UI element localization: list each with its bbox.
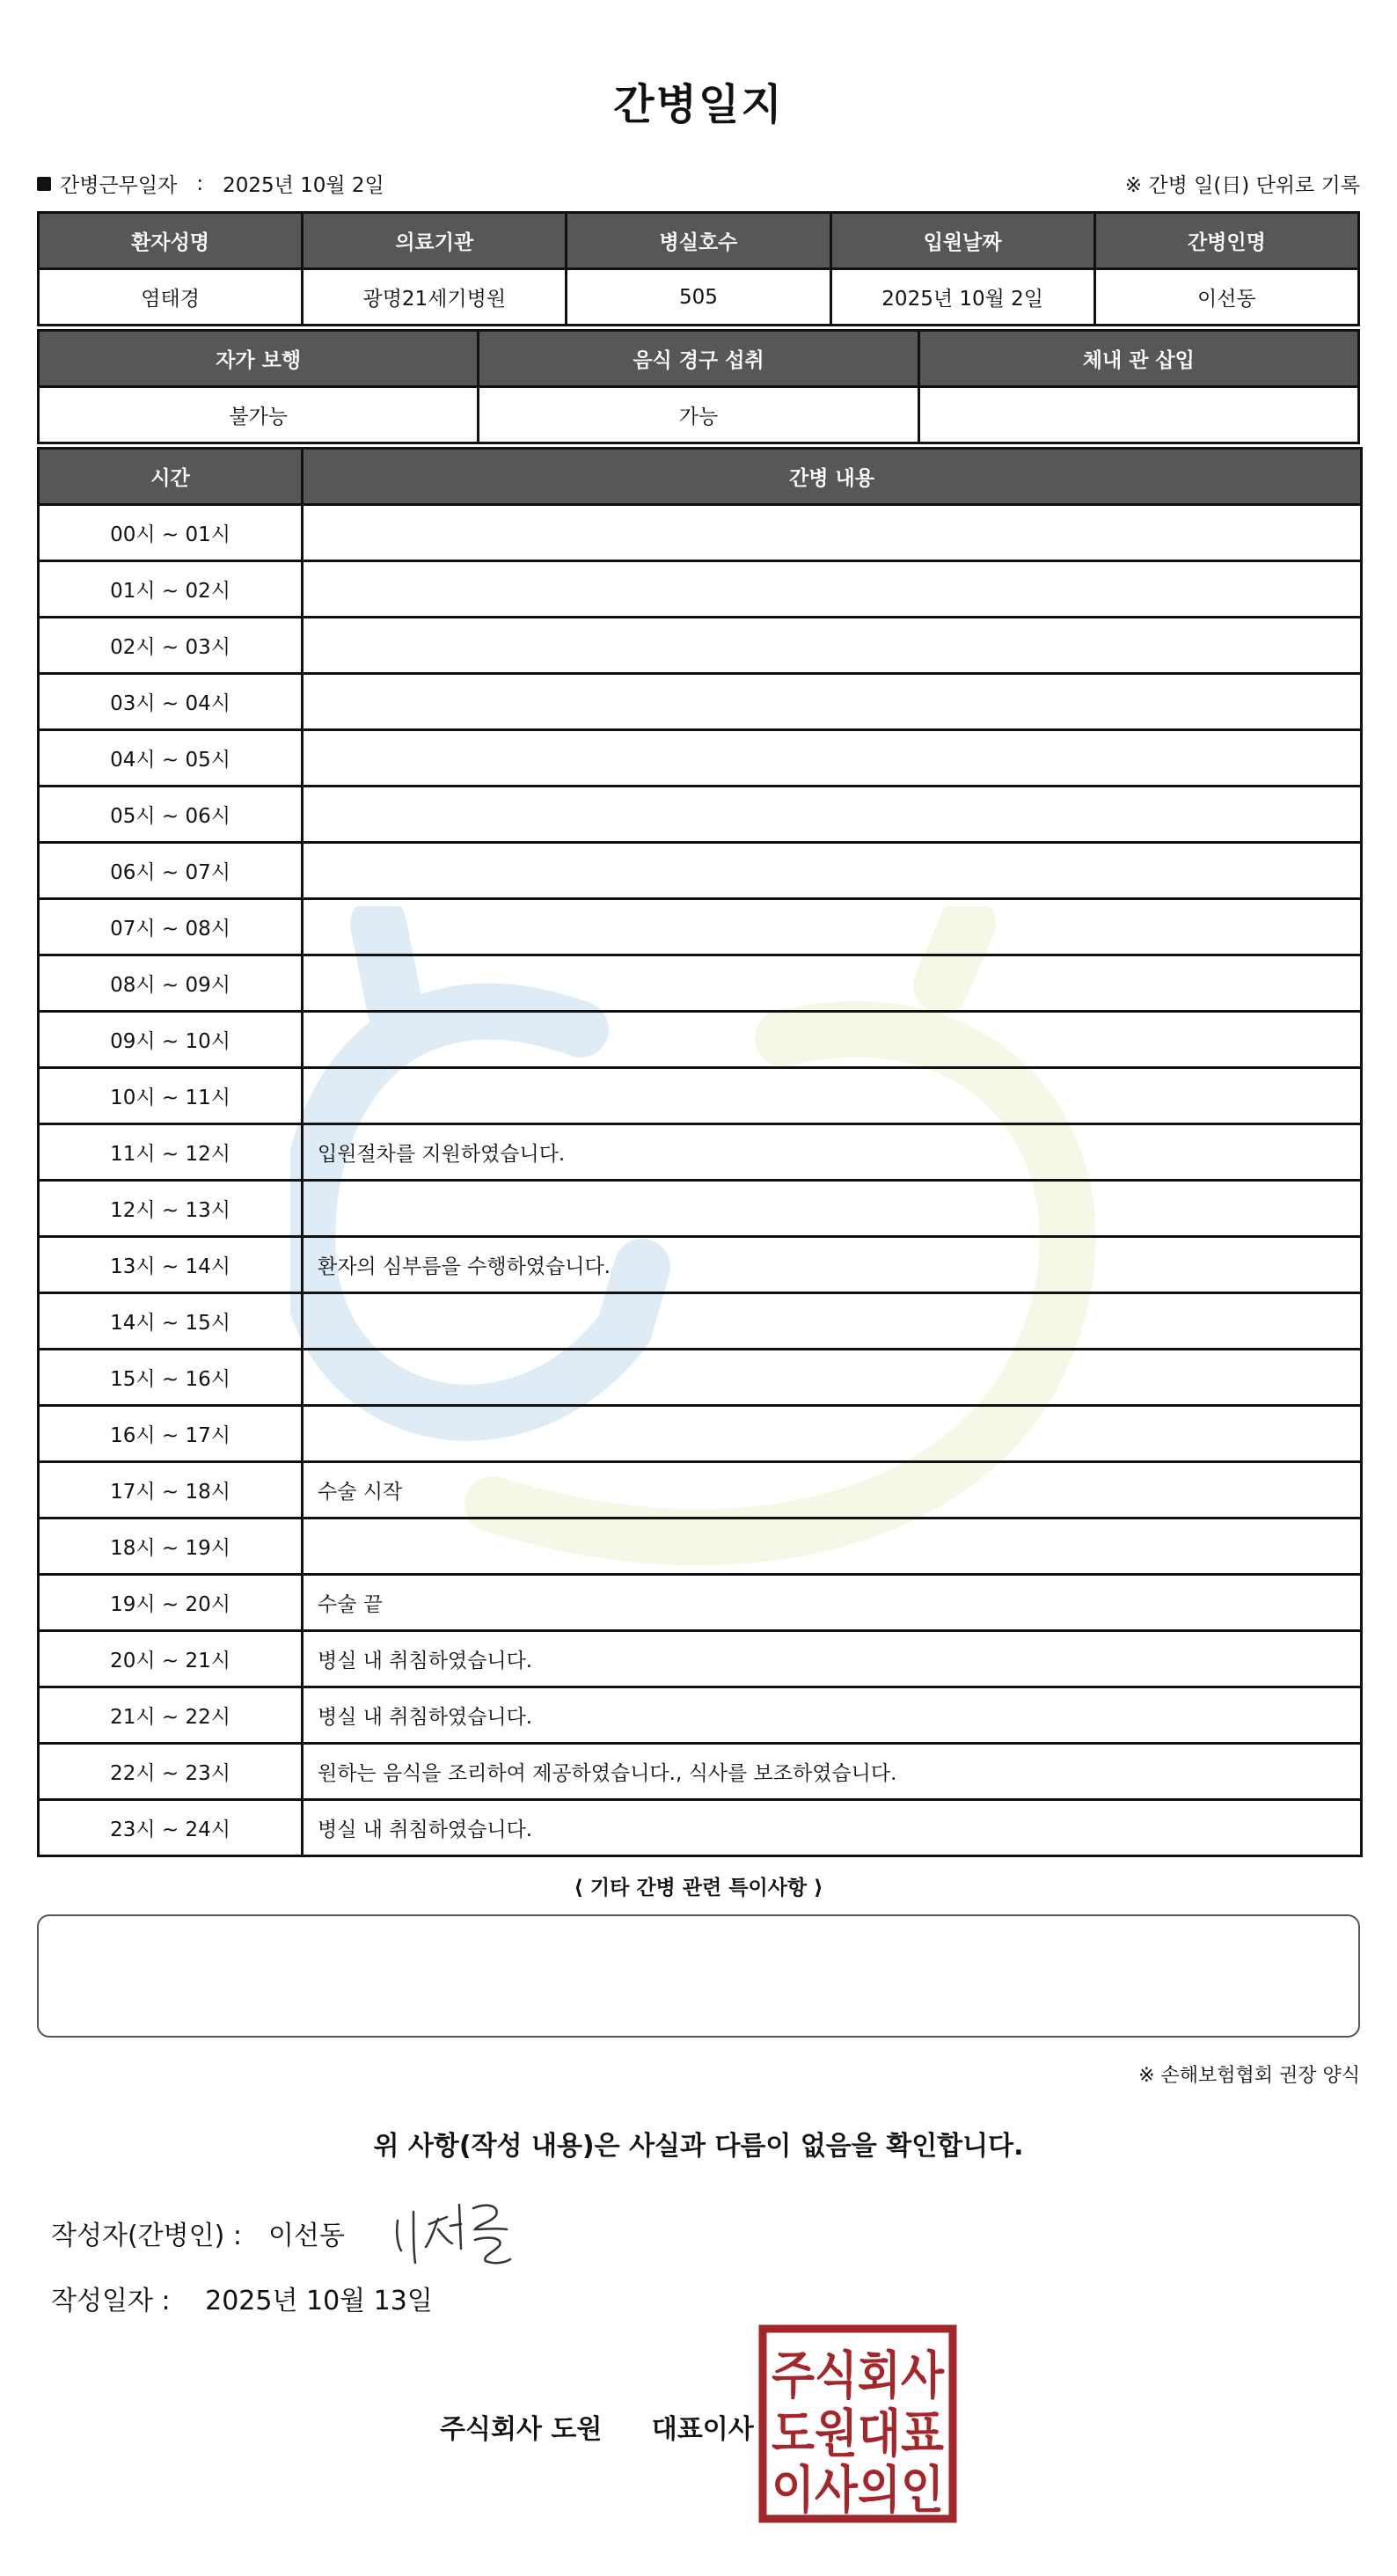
- care-log-row: [39, 730, 1362, 787]
- care-log-content: 원하는 음식을 조리하여 제공하였습니다., 식사를 보조하였습니다.: [303, 1744, 1362, 1800]
- care-log-time: 13시 ~ 14시: [39, 1237, 303, 1293]
- written-date-row: [51, 2279, 433, 2317]
- admission-date: 2025년 10월 2일: [830, 269, 1094, 326]
- notes-box: [37, 1914, 1360, 2038]
- care-log-time: 22시 ~ 23시: [39, 1744, 303, 1800]
- care-log-content: [303, 561, 1362, 618]
- care-log-row: [39, 955, 1362, 1012]
- care-log-row: [39, 1293, 1362, 1350]
- care-log-time: 12시 ~ 13시: [39, 1181, 303, 1237]
- oral-intake-value: 가능: [479, 387, 918, 443]
- written-date-label: 작성일자 :: [51, 2286, 171, 2316]
- care-log-row: [39, 1800, 1362, 1856]
- care-log-content: [303, 1519, 1362, 1575]
- care-log-content: [303, 674, 1362, 730]
- care-log-time: 18시 ~ 19시: [39, 1519, 303, 1575]
- company-name: 주식회사 도원: [440, 2414, 603, 2445]
- care-log-content: 병실 내 취침하였습니다.: [303, 1800, 1362, 1856]
- care-log-row: [39, 1687, 1362, 1744]
- caregiver-name: 이선동: [1094, 269, 1358, 326]
- care-log-row: [39, 1406, 1362, 1462]
- notes-title: ⟨ 기타 간병 관련 특이사항 ⟩: [574, 1877, 823, 1899]
- care-log-row: [39, 899, 1362, 955]
- bullet-square-icon: [37, 177, 51, 191]
- care-log-content: [303, 1350, 1362, 1406]
- seal-line-2: 도원대표: [772, 2404, 944, 2463]
- care-log-time: 19시 ~ 20시: [39, 1575, 303, 1631]
- confirm-statement: 위 사항(작성 내용)은 사실과 다름이 없음을 확인합니다.: [373, 2131, 1024, 2162]
- care-log-content: 병실 내 취침하였습니다.: [303, 1687, 1362, 1744]
- care-log-row: [39, 1350, 1362, 1406]
- tube-insertion-value: [918, 387, 1358, 443]
- care-log-time: 00시 ~ 01시: [39, 505, 303, 561]
- care-log-row: [39, 561, 1362, 618]
- work-date-colon: :: [196, 172, 204, 195]
- care-log-row: [39, 1181, 1362, 1237]
- care-log-row: [39, 1012, 1362, 1068]
- care-log-content: [303, 843, 1362, 899]
- header-care-content: 간병 내용: [303, 449, 1362, 505]
- care-log-row: [39, 505, 1362, 561]
- care-log-time: 07시 ~ 08시: [39, 899, 303, 955]
- author-label: 작성자(간병인) :: [51, 2221, 242, 2251]
- care-log-content: 수술 끝: [303, 1575, 1362, 1631]
- patient-info-header-row: [39, 213, 1359, 269]
- care-log-row: [39, 843, 1362, 899]
- care-log-time: 02시 ~ 03시: [39, 618, 303, 674]
- document-title: 간병일지: [613, 80, 784, 129]
- care-log-row: [39, 787, 1362, 843]
- recommend-note: ※ 손해보험협회 권장 양식: [1138, 2065, 1360, 2087]
- care-log-row: [39, 674, 1362, 730]
- company-seal-stamp: [758, 2324, 957, 2523]
- care-log-time: 08시 ~ 09시: [39, 955, 303, 1012]
- care-log-row: [39, 1519, 1362, 1575]
- written-date-value: 2025년 10월 13일: [205, 2286, 433, 2316]
- record-unit-note: ※ 간병 일(日) 단위로 기록: [1124, 174, 1360, 197]
- care-log-row: [39, 1237, 1362, 1293]
- care-log-row: [39, 618, 1362, 674]
- care-log-content: [303, 730, 1362, 787]
- room-number: 505: [567, 269, 830, 326]
- header-admission-date: 입원날짜: [830, 213, 1094, 269]
- care-log-time: 17시 ~ 18시: [39, 1462, 303, 1519]
- care-log-content: [303, 1068, 1362, 1124]
- care-log-content: [303, 505, 1362, 561]
- care-log-row: [39, 1068, 1362, 1124]
- company-signature-line: [440, 2407, 754, 2446]
- care-log-content: [303, 787, 1362, 843]
- seal-line-1: 주식회사: [772, 2345, 945, 2405]
- care-log-time: 01시 ~ 02시: [39, 561, 303, 618]
- care-log-content: 환자의 심부름을 수행하였습니다.: [303, 1237, 1362, 1293]
- care-log-time: 06시 ~ 07시: [39, 843, 303, 899]
- care-log-time: 04시 ~ 05시: [39, 730, 303, 787]
- header-oral-intake: 음식 경구 섭취: [479, 331, 918, 387]
- care-log-row: [39, 1124, 1362, 1181]
- care-log-content: [303, 1406, 1362, 1462]
- care-log-row: [39, 1744, 1362, 1800]
- care-log-body: [39, 505, 1362, 1856]
- header-hospital: 의료기관: [303, 213, 567, 269]
- care-log-row: [39, 1631, 1362, 1687]
- patient-info-table: [37, 211, 1360, 326]
- care-log-time: 21시 ~ 22시: [39, 1687, 303, 1744]
- header-self-walking: 자가 보행: [39, 331, 479, 387]
- self-walking-value: 불가능: [39, 387, 479, 443]
- author-row: [51, 2214, 345, 2252]
- author-name: 이선동: [267, 2221, 345, 2251]
- care-log-time: 15시 ~ 16시: [39, 1350, 303, 1406]
- patient-info-value-row: [39, 269, 1359, 326]
- care-log-content: [303, 1293, 1362, 1350]
- care-log-time: 23시 ~ 24시: [39, 1800, 303, 1856]
- care-log-time: 20시 ~ 21시: [39, 1631, 303, 1687]
- care-log-time: 10시 ~ 11시: [39, 1068, 303, 1124]
- care-log-time: 14시 ~ 15시: [39, 1293, 303, 1350]
- care-log-content: 수술 시작: [303, 1462, 1362, 1519]
- care-log-content: [303, 618, 1362, 674]
- care-log-table: [37, 447, 1363, 1857]
- header-tube-insertion: 체내 관 삽입: [918, 331, 1358, 387]
- care-log-content: 입원절차를 지원하였습니다.: [303, 1124, 1362, 1181]
- care-log-content: [303, 1012, 1362, 1068]
- header-caregiver-name: 간병인명: [1094, 213, 1358, 269]
- care-log-content: [303, 955, 1362, 1012]
- care-log-content: [303, 899, 1362, 955]
- hospital-name: 광명21세기병원: [303, 269, 567, 326]
- patient-status-header-row: [39, 331, 1359, 387]
- care-log-time: 03시 ~ 04시: [39, 674, 303, 730]
- care-log-time: 05시 ~ 06시: [39, 787, 303, 843]
- care-log-time: 11시 ~ 12시: [39, 1124, 303, 1181]
- care-log-row: [39, 1575, 1362, 1631]
- work-date-value: 2025년 10월 2일: [223, 174, 384, 197]
- care-log-time: 16시 ~ 17시: [39, 1406, 303, 1462]
- header-time: 시간: [39, 449, 303, 505]
- seal-line-3: 이사의인: [772, 2460, 944, 2520]
- work-date-label: 간병근무일자: [60, 174, 178, 197]
- work-date-row: [37, 169, 384, 198]
- care-log-row: [39, 1462, 1362, 1519]
- care-log-content: [303, 1181, 1362, 1237]
- handwritten-signature: [387, 2194, 519, 2273]
- care-log-content: 병실 내 취침하였습니다.: [303, 1631, 1362, 1687]
- patient-status-value-row: [39, 387, 1359, 443]
- patient-name: 염태경: [39, 269, 303, 326]
- header-patient-name: 환자성명: [39, 213, 303, 269]
- header-room-number: 병실호수: [567, 213, 830, 269]
- care-log-time: 09시 ~ 10시: [39, 1012, 303, 1068]
- care-log-header-row: [39, 449, 1362, 505]
- company-role: 대표이사: [651, 2414, 754, 2445]
- patient-status-table: [37, 329, 1360, 444]
